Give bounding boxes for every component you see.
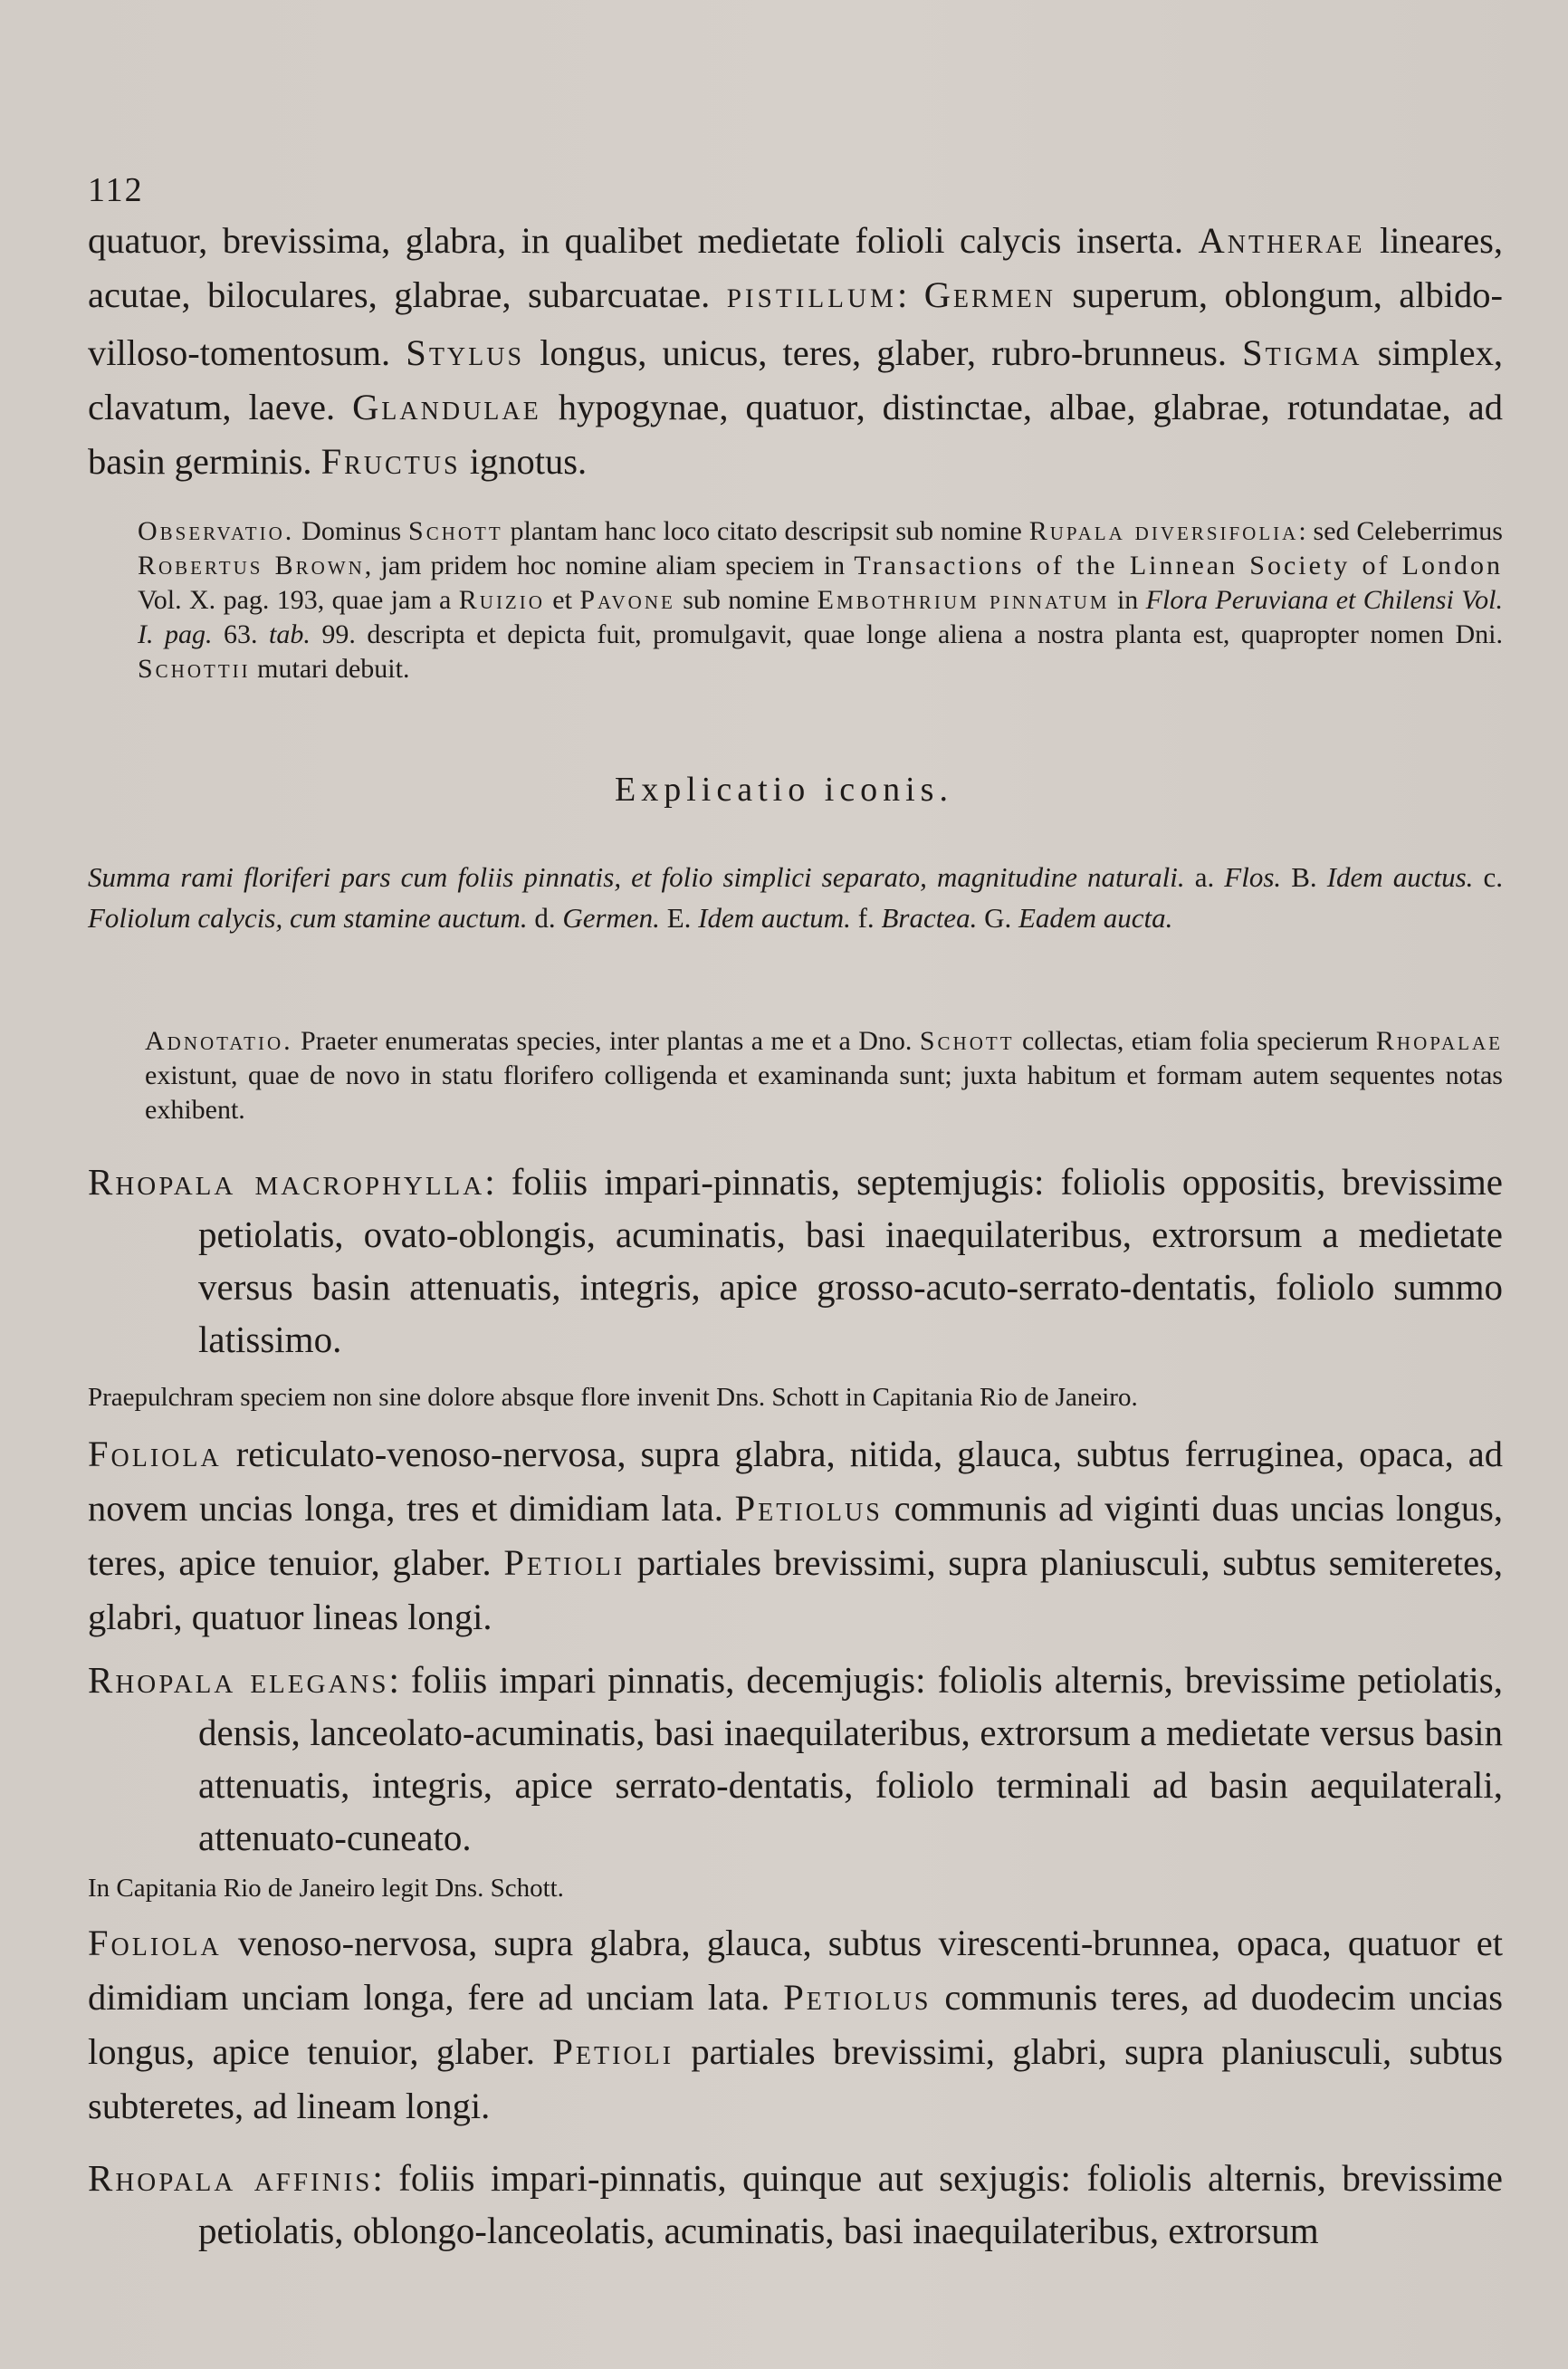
text-run: lineares, acutae, biloculares, glabrae, subarcuatae. [88, 220, 1503, 315]
text-run: Germen. [562, 902, 660, 934]
text-run: Praeter enumeratas species, inter plantas a me et a Dno. [292, 1026, 920, 1056]
species-diagnosis: : foliis impari pinnatis, decemjugis: foliolis alternis, brevissime petiolatis, densis, lanceolato-acuminatis, basi inaequilateribus, extrorsum a medietate versus basin attenuatis, integris, apice serrato-dentatis, foliolo terminali ad basin aequilaterali, attenuato-cuneato. [198, 1659, 1503, 1858]
name-schott: Schott [919, 1026, 1015, 1056]
locality-note-1: Praepulchram speciem non sine dolore absque flore invenit Dns. Schott in Capitania Rio de Janeiro. [88, 1383, 1138, 1412]
page-number: 112 [88, 171, 144, 209]
keyword-adnotatio: Adnotatio. [145, 1026, 293, 1056]
flower-description-paragraph [88, 214, 1503, 489]
figure-letter: c. [1473, 861, 1504, 893]
text-run: communis teres, ad duodecim uncias longus, apice tenuior, glaber. [88, 1977, 1504, 2072]
keyword-germen: Germen [923, 274, 1056, 315]
figure-letter: a. [1184, 861, 1225, 893]
foliola-description-2 [88, 1916, 1503, 2134]
keyword-glandulae: Glandulae [352, 387, 541, 427]
name-rupala-diversifolia: Rupala diversifolia [1028, 516, 1299, 546]
text-run: Summa rami floriferi pars cum foliis pinnatis, et folio simplici separato, magnitudine naturali. [88, 861, 1185, 893]
keyword-observatio: Observatio. [138, 516, 295, 546]
figure-letter: d. [527, 902, 563, 934]
text-run: existunt, quae de novo in statu florifero colligenda et examinanda sunt; juxta habitum et formam autem sequentes notas exhibent. [145, 1060, 1503, 1125]
species-rhopala-affinis [88, 2152, 1503, 2257]
locality-note-2: In Capitania Rio de Janeiro legit Dns. Schott. [88, 1874, 564, 1903]
keyword-stigma: Stigma [1242, 332, 1362, 373]
species-diagnosis: : foliis impari-pinnatis, quinque aut sexjugis: foliolis alternis, brevissime petiolatis, oblongo-lanceolatis, acuminatis, basi inaequilateribus, extrorsum [198, 2157, 1503, 2251]
text-run: Idem auctum. [698, 902, 851, 934]
name-robertus-brown: Robertus Brown [138, 551, 365, 580]
text-run: quatuor, brevissima, glabra, in qualibet medietate folioli calycis inserta. [88, 220, 1199, 261]
name-ruizio: Ruizio [458, 585, 545, 615]
species-name: Rhopala macrophylla [88, 1161, 485, 1203]
text-run: plantam hanc loco citato descripsit sub nomine [502, 516, 1029, 546]
text-run: , jam pridem hoc nomine aliam speciem in [364, 551, 855, 580]
species-name: Rhopala affinis [88, 2157, 373, 2199]
journal-title: Transactions of the Linnean Society of London [854, 551, 1503, 580]
text-run: Eadem aucta. [1018, 902, 1173, 934]
tab-label: tab. [269, 619, 311, 649]
text-run: mutari debuit. [250, 654, 410, 684]
text-run: 99. descripta et depicta fuit, promulgavit, quae longe aliena a nostra planta est, quapropter nomen Dni. [310, 619, 1504, 649]
text-run: simplex, clavatum, laeve. [88, 332, 1503, 427]
text-run: hypogynae, quatuor, distinctae, albae, glabrae, rotundatae, ad basin germinis. [88, 387, 1503, 482]
keyword-petiolus: Petiolus [783, 1977, 932, 2018]
figure-letter: G. [977, 902, 1018, 934]
name-pavone: Pavone [579, 585, 675, 615]
text-run: communis ad viginti duas uncias longus, teres, apice tenuior, glaber. [88, 1488, 1503, 1583]
name-rhopalae: Rhopalae [1375, 1026, 1503, 1056]
text-run: 63. [212, 619, 270, 649]
text-run: sub nomine [674, 585, 817, 615]
section-heading: Explicatio iconis. [615, 771, 953, 809]
name-schott: Schott [408, 516, 503, 546]
name-schottii: Schottii [138, 654, 251, 684]
figure-letter: B. [1281, 861, 1327, 893]
text-run: longus, unicus, teres, glaber, rubro-brunneus. [524, 332, 1243, 373]
adnotatio-note [145, 1024, 1503, 1127]
keyword-fructus: Fructus [320, 441, 461, 482]
keyword-foliola: Foliola [88, 1923, 222, 1963]
text-run: in [1109, 585, 1146, 615]
keyword-petioli: Petioli [552, 2031, 674, 2072]
flora-title: Flora Peruviana et Chilensi Vol. I. pag. [138, 585, 1504, 649]
text-run: : sed Celeberrimus [1298, 516, 1503, 546]
text-run: Dominus [294, 516, 409, 546]
text-run: venoso-nervosa, supra glabra, glauca, subtus virescenti-brunnea, opaca, quatuor et dimidiam unciam longa, fere ad unciam lata. [88, 1923, 1503, 2018]
keyword-petioli: Petioli [503, 1542, 626, 1583]
text-run: Flos. [1224, 861, 1282, 893]
name-embothrium-pinnatum: Embothrium pinnatum [817, 585, 1110, 615]
species-rhopala-macrophylla [88, 1156, 1503, 1366]
text-run: superum, oblongum, albido-villoso-tomentosum. [88, 274, 1503, 373]
text-run: partiales brevissimi, supra planiusculi, subtus semiteretes, glabri, quatuor lineas longi. [88, 1542, 1503, 1637]
text-run: Bractea. [881, 902, 978, 934]
observatio-note [138, 514, 1503, 686]
text-run: partiales brevissimi, glabri, supra planiusculi, subtus subteretes, ad lineam longi. [88, 2031, 1503, 2126]
text-run: Foliolum calycis, cum stamine auctum. [88, 902, 528, 934]
foliola-description-1 [88, 1427, 1503, 1645]
figure-letter: E. [659, 902, 699, 934]
text-run: : [896, 274, 924, 315]
species-name: Rhopala elegans [88, 1659, 389, 1701]
keyword-stylus: Stylus [406, 332, 525, 373]
text-run: ignotus. [460, 441, 588, 482]
keyword-pistillum: PISTILLUM [726, 284, 897, 313]
figure-letter: f. [850, 902, 882, 934]
keyword-antherae: Antherae [1198, 220, 1365, 261]
text-run: Vol. X. pag. 193, quae jam a [138, 585, 459, 615]
species-diagnosis: : foliis impari-pinnatis, septemjugis: foliolis oppositis, brevissime petiolatis, ovato-oblongis, acuminatis, basi inaequilateribus, extrorsum a medietate versus basin attenuatis, integris, apice grosso-acuto-serrato-dentatis, foliolo summo latissimo. [198, 1161, 1503, 1360]
figure-explanation [88, 857, 1503, 938]
keyword-foliola: Foliola [88, 1434, 222, 1474]
species-rhopala-elegans [88, 1654, 1503, 1864]
text-run: Idem auctus. [1326, 861, 1474, 893]
text-run: reticulato-venoso-nervosa, supra glabra, nitida, glauca, subtus ferruginea, opaca, ad novem uncias longa, tres et dimidiam lata. [88, 1434, 1503, 1529]
text-run: collectas, etiam folia specierum [1014, 1026, 1376, 1056]
keyword-petiolus: Petiolus [734, 1488, 883, 1529]
text-run: et [544, 585, 580, 615]
